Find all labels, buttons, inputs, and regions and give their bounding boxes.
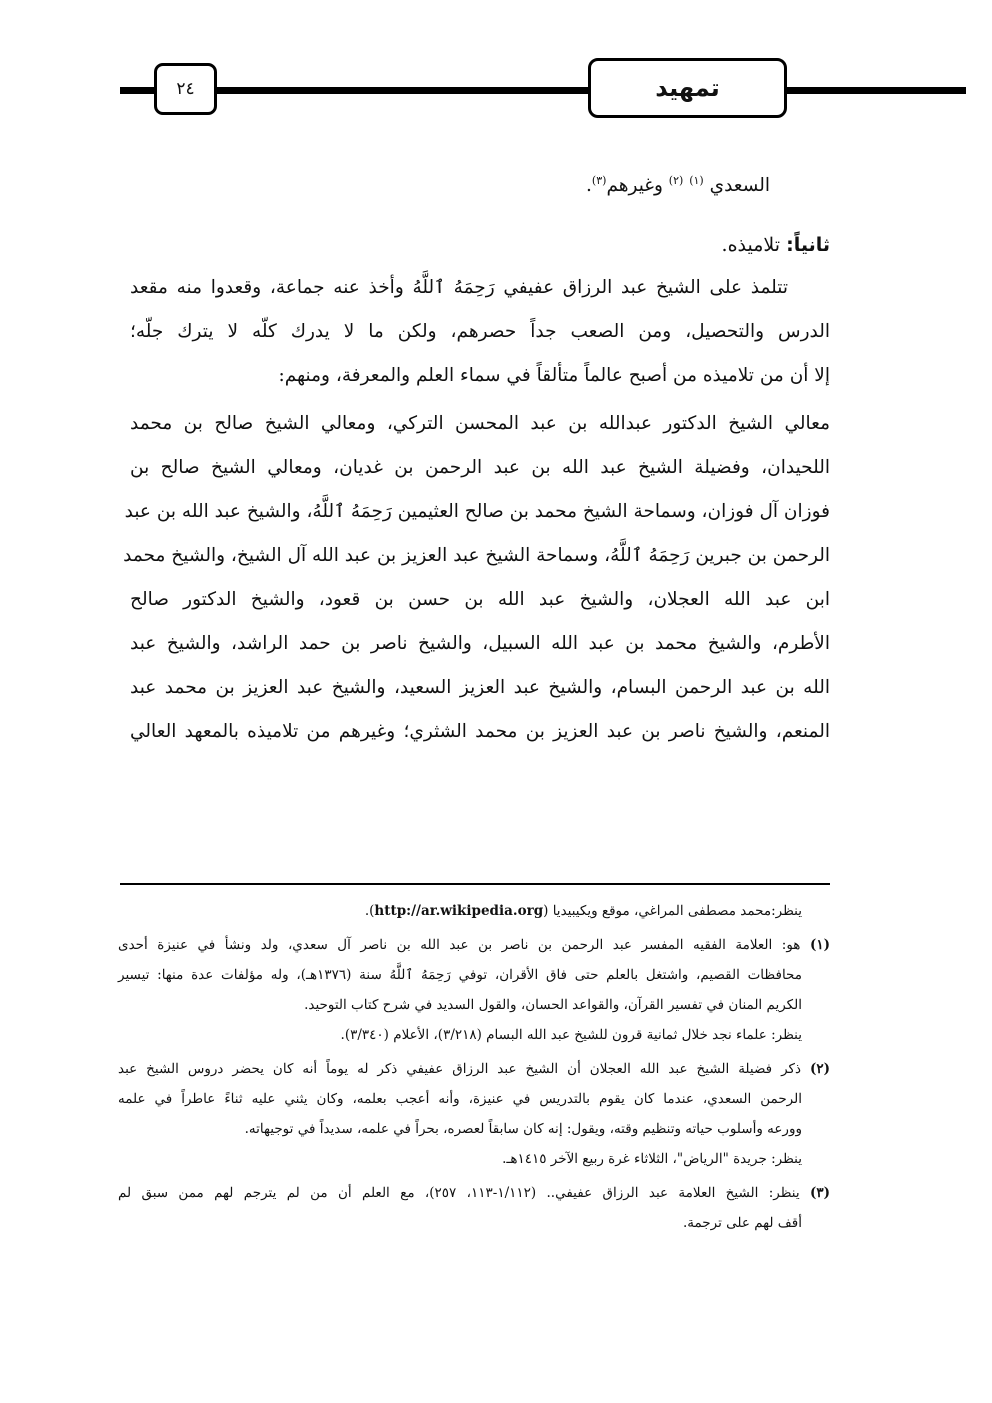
footnote-1-text: هو: العلامة الفقيه المفسر عبد الرحمن بن ناصر بن عبد الله بن ناصر آل سعدي، ولد ونشأ في عنيزة أحدى <box>118 937 810 953</box>
wikipedia-link[interactable]: http://ar.wikipedia.org <box>374 903 544 919</box>
footnote-divider <box>120 883 830 885</box>
footnote-intro <box>118 896 830 926</box>
paragraph-students-list <box>123 402 830 754</box>
chapter-title: تمهيد <box>588 58 787 118</box>
footnote-2-text: ذكر فضيلة الشيخ عبد الله العجلان أن الشيخ عبد الرزاق عفيفي ذكر له يوماً أنه كان يحضر دروس الشيخ عبد <box>118 1061 810 1077</box>
footnote-2-line: الرحمن السعدي، عندما كان يقوم بالتدريس في عنيزة، وأنه أعجب بعلمه، وكان يثني عليه ثناءً عاطراً في علمه <box>118 1091 802 1107</box>
footnote-3-line <box>118 1178 830 1208</box>
paragraph-line: الله بن عبد الرحمن البسام، والشيخ عبد العزيز السعيد، والشيخ عبد العزيز بن محمد عبد <box>130 677 830 698</box>
paragraph-line: الرحمن بن جبرين رَحِمَهُ ٱللَّهُ، وسماحة الشيخ عبد العزيز بن عبد الله آل الشيخ، والشيخ محمد <box>123 545 830 566</box>
footnote-ref-1[interactable]: (١) <box>689 173 704 187</box>
paragraph-line: تتلمذ على الشيخ عبد الرزاق عفيفي رَحِمَهُ ٱللَّهُ وأخذ عنه جماعة، وقعدوا منه مقعد <box>130 277 788 298</box>
continuation-end: . <box>586 175 592 196</box>
footnote-2-source: ينظر: جريدة "الرياض"، الثلاثاء غرة ربيع الآخر ١٤١٥هـ. <box>502 1151 802 1167</box>
paragraph-line: إلا أن من تلاميذه من أصبح عالماً متألقاً في سماء العلم والمعرفة، ومنهم: <box>278 365 830 386</box>
header-rule-middle <box>212 87 592 94</box>
footnote-intro-end: ). <box>364 903 375 919</box>
footnote-3-text: ينظر: الشيخ العلامة عبد الرزاق عفيفي.. (١/١١٢-١١٣، ٢٥٧)، مع العلم أن من لم يترجم لهم ممن سبق لم <box>118 1185 810 1201</box>
footnote-1-line: محافظات القصيم، واشتغل بالعلم حتى فاق الأقران، توفي رَحِمَهُ ٱللَّهُ سنة (١٣٧٦هـ)، وله مؤلفات عدة منها: تيسير <box>118 967 803 983</box>
continuation-text: السعدي <box>703 175 770 196</box>
footnote-1-line: الكريم المنان في تفسير القرآن، والقواعد الحسان، والقول السديد في شرح كتاب التوحيد. <box>304 997 802 1013</box>
footnote-intro-text: ينظر:محمد مصطفى المراغي، موقع ويكيبيديا ( <box>543 903 802 919</box>
footnote-ref-3[interactable]: (٣) <box>591 173 607 187</box>
paragraph-line: فوزان آل فوزان، وسماحة الشيخ محمد بن صالح العثيمين رَحِمَهُ ٱللَّهُ، والشيخ عبد الله بن عبد <box>124 501 830 522</box>
section-heading-title: تلاميذه. <box>721 234 787 256</box>
footnote-2-line <box>118 1054 830 1084</box>
footnote-2-number: (٢) <box>809 1061 830 1077</box>
section-heading <box>722 228 830 262</box>
page-number: ٢٤ <box>154 63 217 115</box>
paragraph-line: معالي الشيخ الدكتور عبدالله بن عبد المحسن التركي، ومعالي الشيخ صالح بن محمد <box>130 413 830 434</box>
footnote-1-number: (١) <box>809 937 830 953</box>
paragraph-line: المنعم، والشيخ ناصر بن عبد العزيز بن محمد الشثري؛ وغيرهم من تلاميذه بالمعهد العالي <box>130 721 830 742</box>
paragraph-line: الدرس والتحصيل، ومن الصعب جداً حصرهم، ولكن ما لا يدرك كلّه لا يترك جلّه؛ <box>130 321 830 342</box>
footnote-1-source: ينظر: علماء نجد خلال ثمانية قرون للشيخ عبد الله البسام (٣/٢١٨)، الأعلام (٣/٣٤٠). <box>340 1027 802 1043</box>
footnote-3-number: (٣) <box>809 1185 830 1201</box>
footnote-ref-2[interactable]: (٢) <box>668 173 684 187</box>
paragraph-line: ابن عبد الله العجلان، والشيخ عبد الله بن حسن بن قعود، والشيخ الدكتور صالح <box>130 589 830 610</box>
paragraph-line: الأطرم، والشيخ محمد بن عبد الله السبيل، والشيخ ناصر بن حمد الراشد، والشيخ عبد <box>130 633 830 654</box>
footnote-2-line: وورعه وأسلوب حياته وتنظيم وقته، ويقول: إنه كان سابقاً لعصره، بحراً في علمه، سديداً في توجيهاته. <box>244 1121 802 1137</box>
footnote-3-line: أقف لهم على ترجمة. <box>682 1215 802 1231</box>
footnotes <box>118 896 830 1238</box>
paragraph-line: اللحيدان، وفضيلة الشيخ عبد الله بن عبد الرحمن بن غديان، ومعالي الشيخ صالح بن <box>130 457 830 478</box>
continuation-text-2: وغيرهم <box>606 175 669 196</box>
section-heading-label: ثانياً: <box>786 234 830 256</box>
header-rule-right <box>780 87 966 94</box>
footnote-1-line <box>118 930 830 960</box>
continuation-line <box>586 166 770 206</box>
paragraph-students-intro <box>130 266 830 398</box>
